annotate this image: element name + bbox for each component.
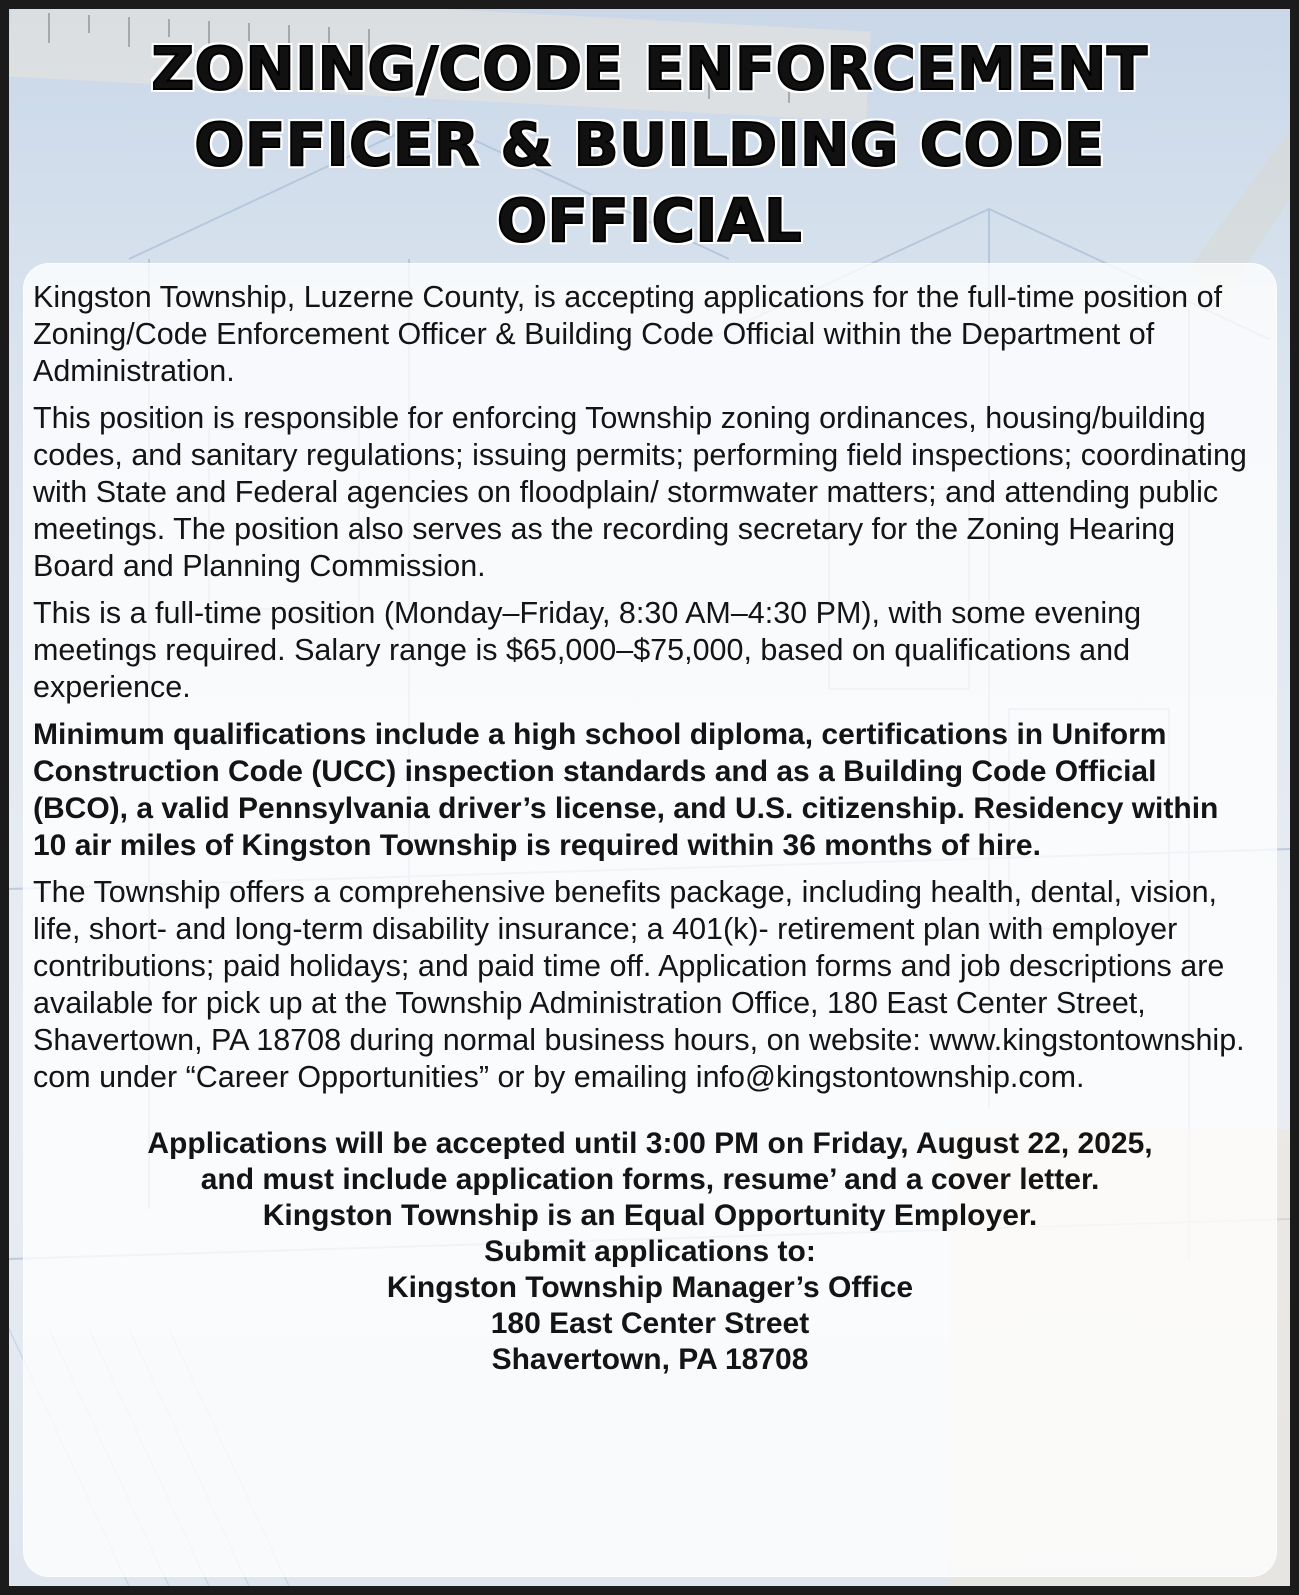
headline-line-1: ZONING/CODE ENFORCEMENT bbox=[151, 34, 1148, 103]
qualifications-paragraph: Minimum qualifications include a high school diploma, certifications in Uniform Construction Code (UCC) inspection standards and as a Building Code Official (BCO), a valid Pennsylvania driver’s license, and U.S. citizenship. Residency within 10 air miles of Kingston Township is required within 36 months of hire. bbox=[33, 718, 1219, 862]
office-city: Shavertown, PA 18708 bbox=[491, 1343, 809, 1376]
deadline-line-1: Applications will be accepted until 3:00 PM on Friday, August 22, 2025, bbox=[147, 1127, 1153, 1160]
submit-label: Submit applications to: bbox=[484, 1235, 816, 1268]
intro-paragraph: Kingston Township, Luzerne County, is accepting applications for the full-time position of Zoning/Code Enforcement Officer & Building Code Official within the Department of Administration. bbox=[33, 280, 1223, 388]
headline bbox=[9, 31, 1290, 259]
closing-block bbox=[23, 1126, 1277, 1378]
eoe-statement: Kingston Township is an Equal Opportunity Employer. bbox=[262, 1199, 1038, 1232]
benefits-paragraph: The Township offers a comprehensive benefits package, including health, dental, vision, life, short- and long-term disability insurance; a 401(k)- retirement plan with employer contributions; paid holidays; and paid time off. Application forms and job descriptions are available for pick up at the Township Administration Office, 180 East Center Street, Shavertown, PA 18708 during normal business hours, on website: www.kingstontownship. com under “Career Opportunities” or by emailing info@kingstontownship.com. bbox=[33, 875, 1245, 1094]
office-street: 180 East Center Street bbox=[490, 1307, 810, 1340]
headline-line-2: OFFICER & BUILDING CODE bbox=[194, 110, 1105, 179]
duties-paragraph: This position is responsible for enforcing Township zoning ordinances, housing/building codes, and sanitary regulations; issuing permits; performing field inspections; coordinating with State and Federal agencies on floodplain/ stormwater matters; and attending public meetings. The position also serves as the recording secretary for the Zoning Hearing Board and Planning Commission. bbox=[33, 401, 1247, 583]
ad-body bbox=[23, 279, 1277, 1378]
headline-line-3: OFFICIAL bbox=[496, 186, 803, 255]
office-name: Kingston Township Manager’s Office bbox=[386, 1271, 914, 1304]
deadline-line-2: and must include application forms, resume’ and a cover letter. bbox=[200, 1163, 1100, 1196]
schedule-salary-paragraph: This is a full-time position (Monday–Friday, 8:30 AM–4:30 PM), with some evening meetings required. Salary range is $65,000–$75,000, based on qualifications and experience. bbox=[33, 596, 1142, 704]
